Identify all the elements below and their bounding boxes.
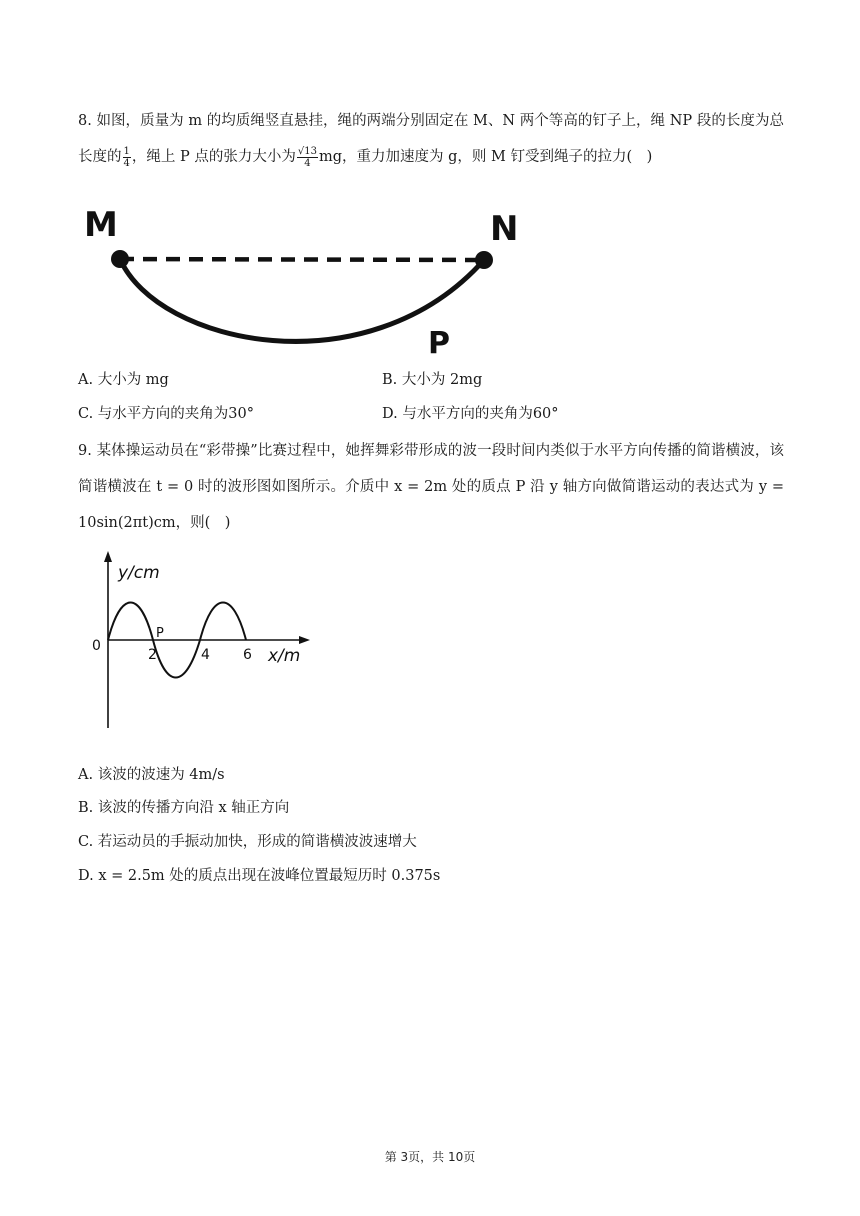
nail-m (111, 250, 129, 268)
fraction-numerator: 1 (123, 145, 130, 157)
x-axis-label: x/m (268, 646, 301, 666)
question-8-text (78, 103, 784, 175)
q9-option-c[interactable]: C. 若运动员的手振动加快，形成的简谐横波波速增大 (78, 834, 417, 850)
q8-stem-part1: 8. 如图，质量为 m 的均质绳竖直悬挂，绳的两端分别固定在 M、N 两个等高的钉子上，绳 NP 段的长度为总长度的 (78, 113, 784, 165)
tick-label-2: 2 (148, 647, 157, 663)
y-axis-label: y/cm (118, 563, 160, 583)
y-axis-arrow (104, 551, 112, 562)
dashed-line-mn (120, 259, 484, 260)
q8-option-c[interactable]: C. 与水平方向的夹角为30° (78, 406, 254, 422)
x-axis-arrow (299, 636, 310, 644)
tension-fraction (297, 146, 318, 169)
tension-denominator: 4 (304, 157, 311, 169)
label-n: N (490, 209, 519, 249)
question-9-text: 9. 某体操运动员在“彩带操”比赛过程中，她挥舞彩带形成的波一段时间内类似于水平方向传播的简谐横波，该简谐横波在 t = 0 时的波形图如图所示。介质中 x = 2m 处的质点 P 沿 y 轴方向做简谐运动的表达式为 y = 10sin(2πt)cm，则( ) (78, 443, 784, 531)
tension-numerator: √13 (297, 145, 317, 157)
q9-option-a[interactable]: A. 该波的波速为 4m/s (78, 767, 225, 783)
q8-stem-part2: ，绳上 P 点的张力大小为 (131, 149, 296, 165)
page-footer: 第 3页，共 10页 (384, 1150, 476, 1164)
q8-option-d[interactable]: D. 与水平方向的夹角为60° (382, 406, 559, 422)
wave-figure (88, 548, 318, 733)
fraction-one-quarter (123, 146, 131, 169)
q9-option-d[interactable]: D. x = 2.5m 处的质点出现在波峰位置最短历时 0.375s (78, 868, 441, 884)
nail-n (475, 251, 493, 269)
fraction-denominator: 4 (123, 157, 130, 169)
point-p-label: P (156, 626, 164, 641)
origin-label: 0 (92, 638, 101, 654)
q8-option-b[interactable]: B. 大小为 2mg (382, 372, 483, 388)
tick-label-6: 6 (243, 647, 252, 663)
q8-stem-part3: mg，重力加速度为 g，则 M 钉受到绳子的拉力( ) (318, 149, 653, 165)
q8-option-a[interactable]: A. 大小为 mg (78, 372, 169, 388)
rope-figure (78, 200, 528, 365)
label-p: P (428, 326, 450, 361)
label-m: M (84, 205, 118, 245)
tick-label-4: 4 (201, 647, 210, 663)
q9-option-b[interactable]: B. 该波的传播方向沿 x 轴正方向 (78, 800, 290, 816)
